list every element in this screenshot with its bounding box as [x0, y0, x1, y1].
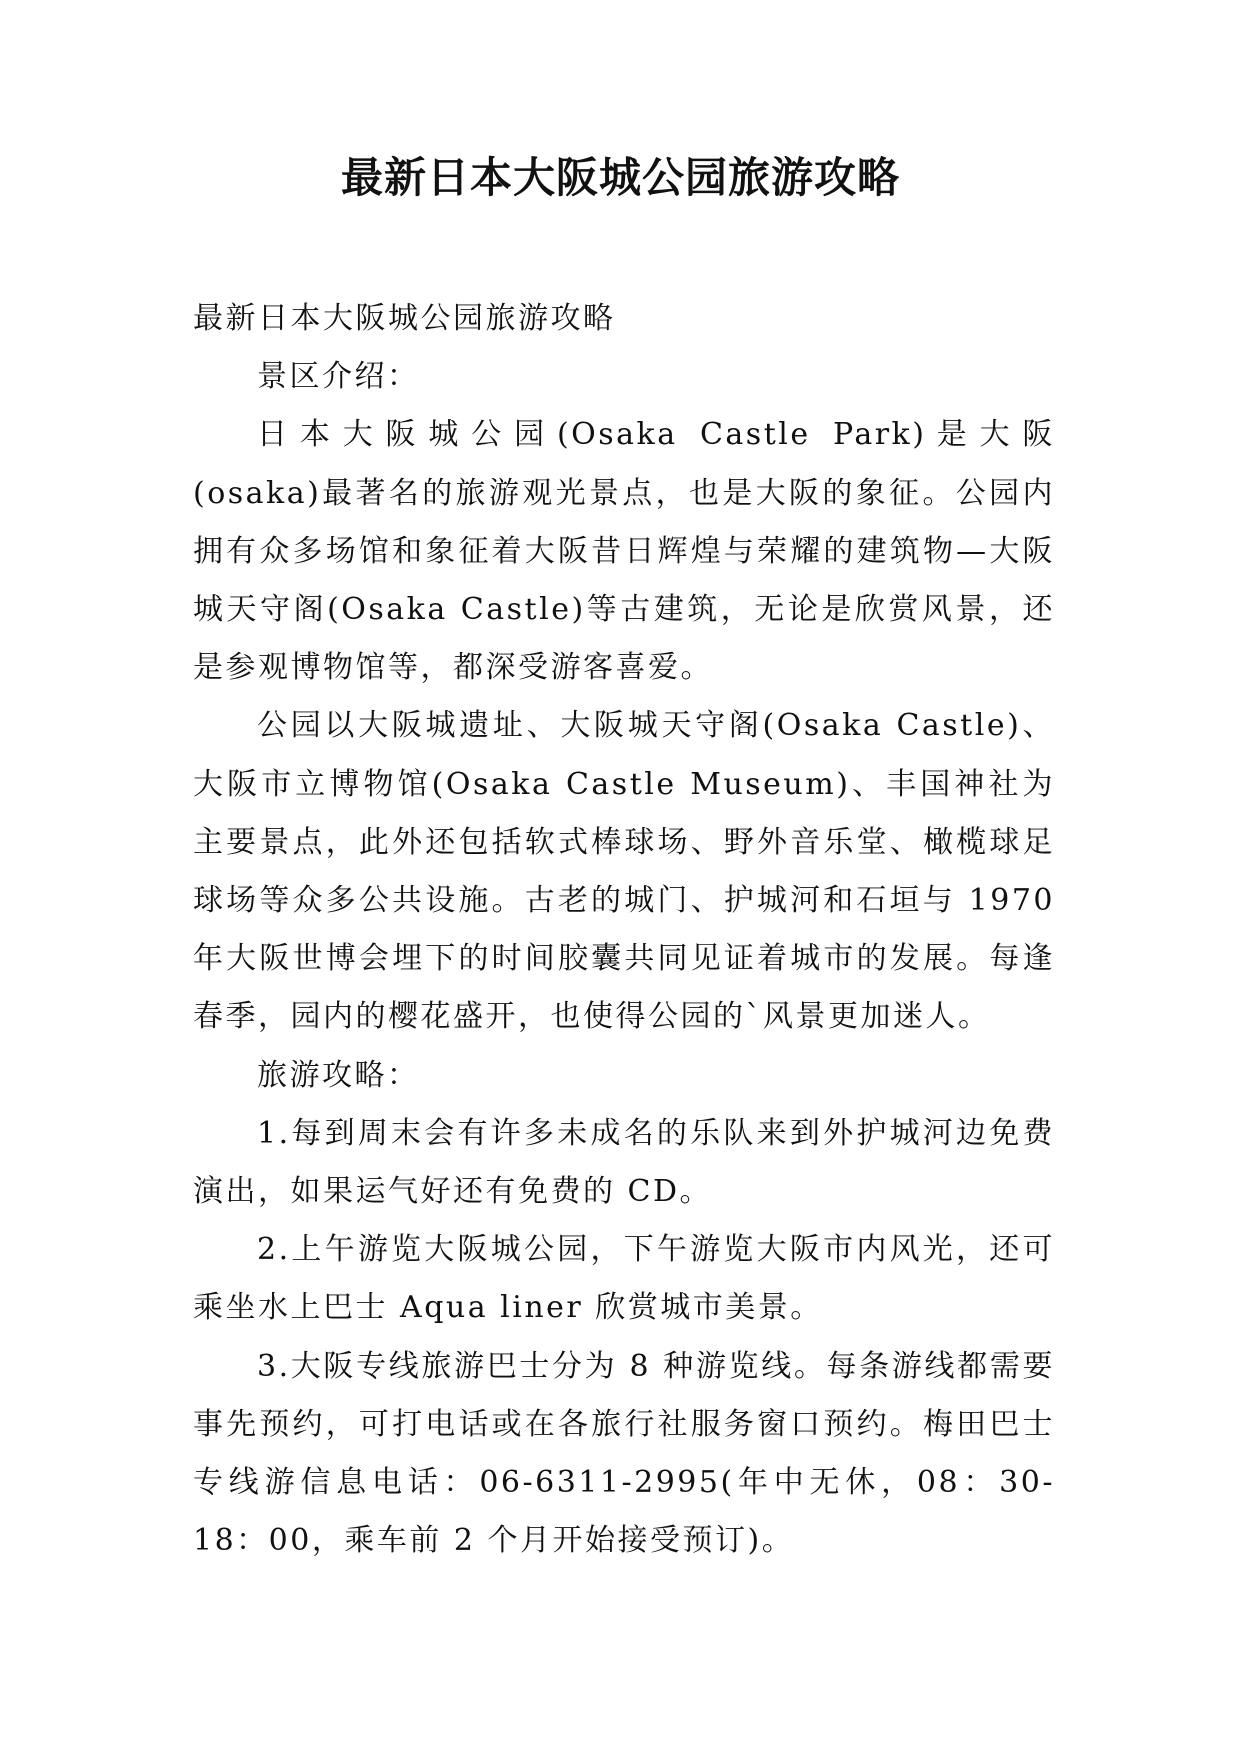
tip-item-3: 3.大阪专线旅游巴士分为 8 种游览线。每条游线都需要事先预约，可打电话或在各旅行社服务窗口预约。梅田巴士专线游信息电话：06-6311-2995(年中无休，08：30-18：00，乘车前 2 个月开始接受预订)。 — [193, 1348, 1055, 1559]
section-label-intro: 景区介绍： — [257, 359, 420, 395]
section-label-tips: 旅游攻略： — [257, 1057, 420, 1093]
tip-item-1: 1.每到周末会有许多未成名的乐队来到外护城河边免费演出，如果运气好还有免费的 CD。 — [193, 1115, 1055, 1210]
paragraph-intro: 日本大阪城公园(Osaka Castle Park)是大阪(osaka)最著名的旅游观光景点，也是大阪的象征。公园内拥有众多场馆和象征着大阪昔日辉煌与荣耀的建筑物—大阪城天守阁(Osaka Castle)等古建筑，无论是欣赏风景，还是参观博物馆等，都深受游客喜爱。 — [193, 417, 1055, 686]
document-title: 最新日本大阪城公园旅游攻略 — [340, 153, 900, 202]
paragraph-heading: 最新日本大阪城公园旅游攻略 — [193, 301, 616, 336]
tip-item-2: 2.上午游览大阪城公园，下午游览大阪市内风光，还可乘坐水上巴士 Aqua liner 欣赏城市美景。 — [193, 1232, 1055, 1326]
document-body — [193, 290, 1055, 1570]
paragraph-attractions: 公园以大阪城遗址、大阪城天守阁(Osaka Castle)、大阪市立博物馆(Osaka Castle Museum)、丰国神社为主要景点，此外还包括软式棒球场、野外音乐堂、橄榄球足球场等众多公共设施。古老的城门、护城河和石垣与 1970 年大阪世博会埋下的时间胶囊共同见证着城市的发展。每逢春季，园内的樱花盛开，也使得公园的`风景更加迷人。 — [193, 708, 1055, 1035]
